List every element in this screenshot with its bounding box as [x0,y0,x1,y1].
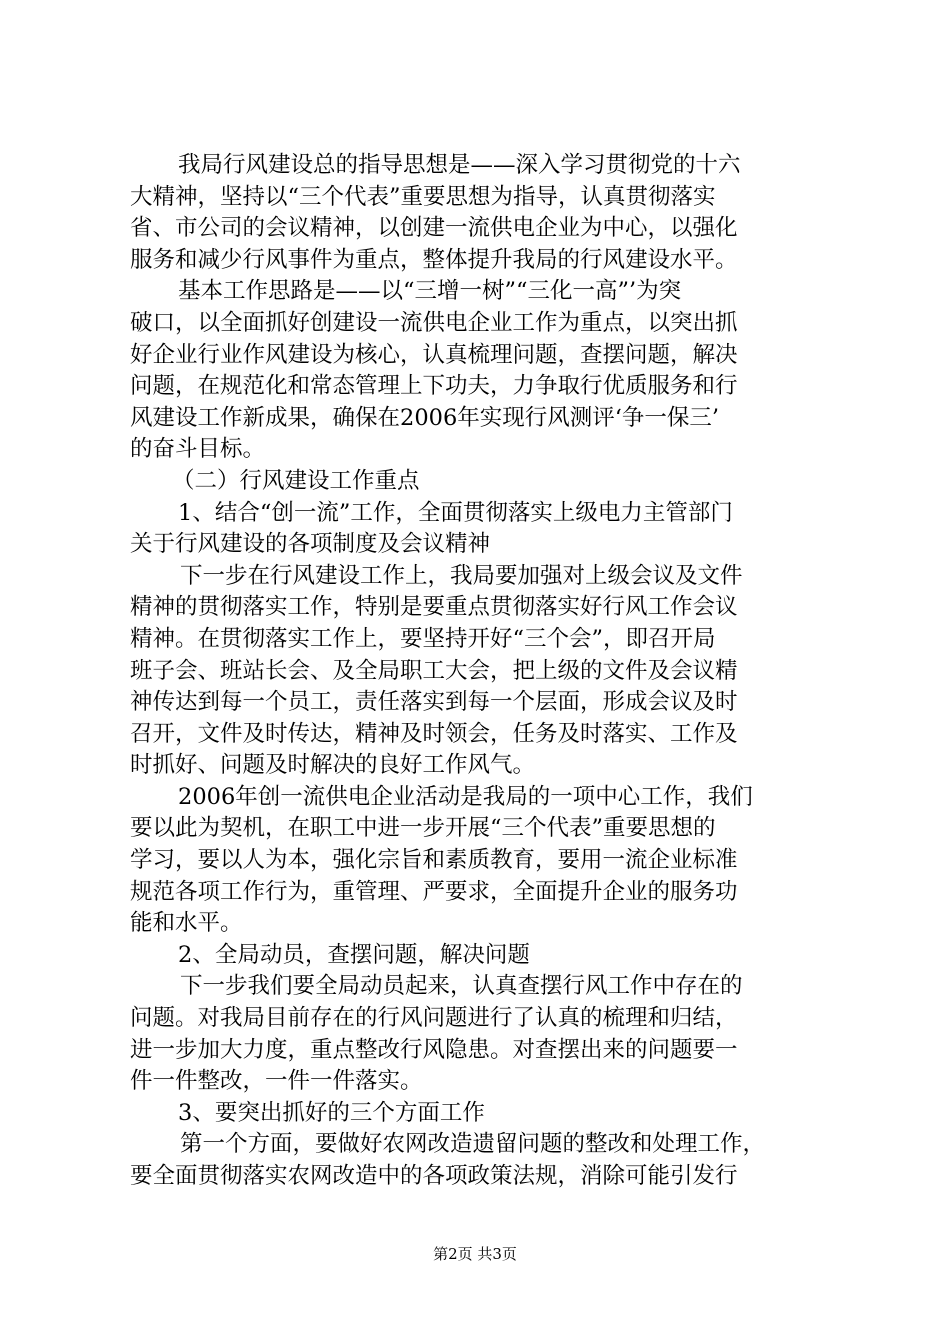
text-line: 召开，文件及时传达，精神及时领会，任务及时落实、工作及 [130,720,738,747]
text-line: 进一步加大力度，重点整改行风隐患。对查摆出来的问题要一 [130,1036,738,1063]
text-line: 班子会、班站长会、及全局职工大会，把上级的文件及会议精 [130,657,738,684]
text-line: 好企业行业作风建设为核心，认真梳理问题，查摆问题，解决 [130,341,738,368]
text-line: 精神的贯彻落实工作，特别是要重点贯彻落实好行风工作会议 [130,594,738,621]
text-line: 规范各项工作行为，重管理、严要求，全面提升企业的服务功 [130,878,738,905]
text-line: 能和水平。 [130,910,243,937]
text-line: 神传达到每一个员工，责任落实到每一个层面，形成会议及时 [130,689,738,716]
text-line: 基本工作思路是——以“三增一树”“三化一高”’为突 [178,278,682,305]
text-line: 关于行风建设的各项制度及会议精神 [130,531,491,558]
text-line: 要全面贯彻落实农网改造中的各项政策法规，消除可能引发行 [130,1163,738,1189]
document-body [130,150,830,1193]
text-line: 件一件整改，一件一件落实。 [130,1068,423,1095]
text-line: 2006年创一流供电企业活动是我局的一项中心工作，我们 [178,783,753,810]
text-line: 学习，要以人为本，强化宗旨和素质教育，要用一流企业标准 [130,847,738,874]
text-line: 3、要突出抓好的三个方面工作 [178,1099,485,1126]
text-line: 精神。在贯彻落实工作上，要坚持开好“三个会”，即召开局 [130,625,716,652]
text-line: 1、结合“创一流”工作，全面贯彻落实上级电力主管部门 [178,499,733,526]
text-line: 我局行风建设总的指导思想是——深入学习贯彻党的十六 [178,152,741,178]
text-line: 下一步在行风建设工作上，我局要加强对上级会议及文件 [180,562,743,589]
text-line: （二）行风建设工作重点 [172,467,420,494]
text-line: 下一步我们要全局动员起来，认真查摆行风工作中存在的 [180,973,743,1000]
text-line: 2、全局动员，查摆问题，解决问题 [178,941,530,968]
text-line: 风建设工作新成果，确保在2006年实现行风测评‘争一保三’ [130,404,720,431]
text-line: 服务和减少行风事件为重点，整体提升我局的行风建设水平。 [130,246,738,273]
text-line: 第一个方面，要做好农网改造遗留问题的整改和处理工作， [180,1131,766,1158]
text-line: 省、市公司的会议精神，以创建一流供电企业为中心，以强化 [130,215,738,242]
text-line: 问题。对我局目前存在的行风问题进行了认真的梳理和归结， [130,1005,738,1032]
text-line: 大精神，坚持以“三个代表”重要思想为指导，认真贯彻落实 [130,183,716,210]
page-footer: 第2页 共3页 [433,1245,517,1263]
text-line: 要以此为契机，在职工中进一步开展“三个代表”重要思想的 [130,815,716,842]
text-line: 的奋斗目标。 [130,436,266,463]
text-line: 问题，在规范化和常态管理上下功夫，力争取行优质服务和行 [130,373,738,400]
text-line: 破口，以全面抓好创建设一流供电企业工作为重点，以突出抓 [130,309,738,336]
text-line: 时抓好、问题及时解决的良好工作风气。 [130,752,536,779]
